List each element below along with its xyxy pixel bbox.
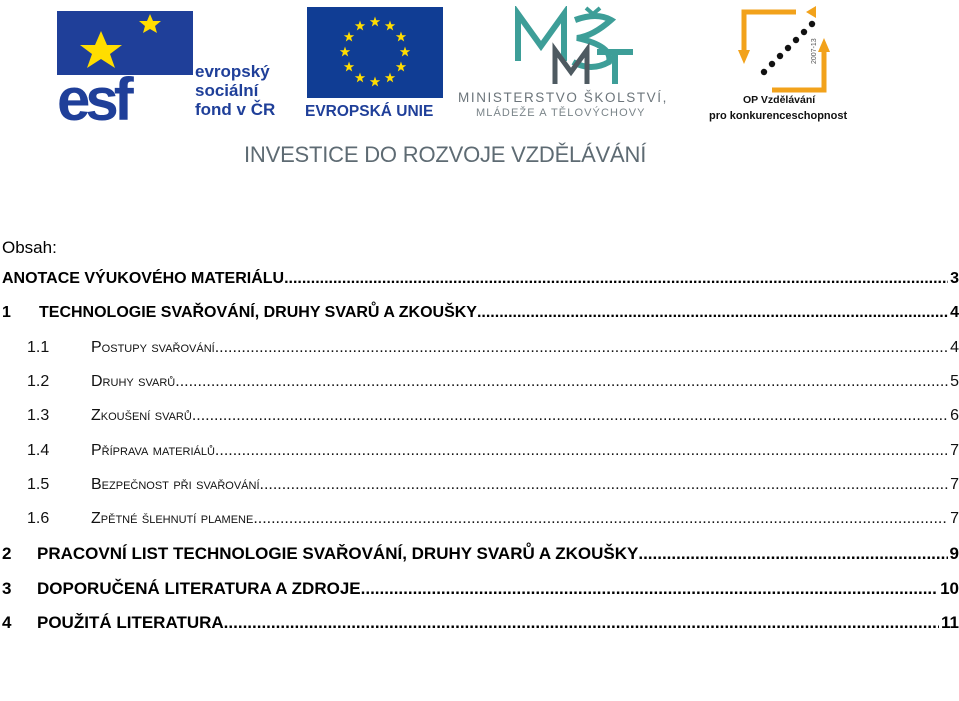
msmt-line-2: MLÁDEŽE A TĚLOVÝCHOVY: [476, 107, 646, 119]
toc-leader-dots: [260, 476, 949, 494]
toc-entry[interactable]: [0, 339, 959, 367]
toc-entry-page: 5: [950, 372, 959, 390]
toc-entry[interactable]: [0, 613, 959, 641]
toc-entry[interactable]: [0, 510, 959, 538]
tagline: INVESTICE DO ROZVOJE VZDĚLÁVÁNÍ: [244, 142, 647, 167]
toc-entry-page: 9: [949, 544, 959, 564]
eu-star-icon: [385, 21, 395, 31]
toc-entry-page: 6: [950, 407, 959, 425]
esf-line-1: evropský: [195, 62, 270, 81]
toc-entry-page: 7: [950, 475, 959, 493]
toc-leader-dots: [638, 544, 947, 564]
toc-entry[interactable]: [0, 304, 959, 332]
toc-entry-page: 7: [950, 441, 959, 459]
toc-leader-dots: [192, 407, 948, 425]
toc-entry-number: 1.4: [27, 441, 50, 459]
esf-line-2: sociální: [195, 81, 259, 100]
op-arrows-icon: [738, 6, 834, 96]
toc-entry[interactable]: [0, 476, 959, 504]
toc-entry-page: 11: [941, 613, 959, 632]
eu-stars-icon: [307, 7, 443, 98]
eu-star-icon: [370, 77, 380, 87]
logo-strip: [0, 0, 959, 175]
toc-entry[interactable]: [0, 442, 959, 470]
toc-leader-dots: [284, 270, 948, 288]
toc-entry-page: 10: [940, 578, 959, 598]
toc-entry-number: 1.6: [27, 510, 50, 528]
toc-entry-title: POUŽITÁ LITERATURA: [37, 613, 224, 632]
toc-leader-dots: [175, 373, 948, 391]
toc-entry[interactable]: [0, 373, 959, 401]
toc-entry-page: 7: [950, 510, 959, 528]
toc-entry-number: 4: [2, 613, 12, 632]
eu-star-icon: [396, 62, 406, 72]
toc-entry-number: 1.5: [27, 475, 50, 493]
toc-entry-number: 1.2: [27, 372, 50, 390]
op-logo-mark: [738, 6, 834, 96]
esf-text: [195, 62, 275, 119]
msmt-line-1: MINISTERSTVO ŠKOLSTVÍ,: [458, 90, 668, 105]
toc-entry-number: 3: [2, 578, 12, 598]
toc-entry-title: DOPORUČENÁ LITERATURA A ZDROJE: [37, 578, 361, 598]
eu-flag-icon: [307, 7, 443, 98]
toc-leader-dots: [253, 510, 948, 528]
msmt-logo-mark: [513, 6, 638, 86]
toc-entry-title: PRACOVNÍ LIST TECHNOLOGIE SVAŘOVÁNÍ, DRUHY SVARŮ A ZKOUŠKY: [37, 544, 639, 564]
esf-line-3: fond v ČR: [195, 100, 276, 119]
eu-star-icon: [370, 17, 380, 27]
toc-leader-dots: [361, 579, 938, 599]
esf-emblem-icon: [55, 7, 195, 125]
toc-entry[interactable]: [0, 544, 959, 572]
toc-entry-title: Zkoušení svarů: [91, 407, 192, 425]
svg-text:2007-13: 2007-13: [811, 38, 818, 64]
toc-entry-number: 2: [2, 544, 12, 564]
toc-entry-number: 1.1: [27, 338, 50, 356]
eu-star-icon: [340, 47, 350, 57]
op-line-1: OP Vzdělávání: [743, 94, 816, 106]
eu-star-icon: [396, 32, 406, 42]
toc-entry-title: TECHNOLOGIE SVAŘOVÁNÍ, DRUHY SVARŮ A ZKOUŠKY: [39, 304, 477, 322]
op-line-2: pro konkurenceschopnost: [709, 110, 848, 122]
toc-leader-dots: [224, 613, 939, 633]
toc-entry-title: ANOTACE VÝUKOVÉHO MATERIÁLU: [2, 270, 285, 287]
esf-logo: [55, 7, 295, 125]
toc-entry-page: 4: [950, 338, 959, 356]
eu-star-icon: [355, 21, 365, 31]
toc-entry-title: Bezpečnost při svařování: [91, 475, 260, 493]
toc-heading: Obsah:: [2, 238, 57, 257]
eu-star-icon: [344, 32, 354, 42]
toc-leader-dots: [215, 339, 948, 357]
toc-entry-title: Druhy svarů: [91, 372, 176, 390]
toc-entry[interactable]: [0, 579, 959, 607]
toc-entry-number: 1.3: [27, 407, 50, 425]
eu-star-icon: [355, 72, 365, 82]
toc-entry-page: 3: [950, 270, 959, 287]
toc-leader-dots: [477, 304, 948, 322]
svg-text:esf: esf: [57, 66, 129, 125]
toc-entry-title: Zpětné šlehnutí plamene: [91, 510, 254, 528]
toc-entry-number: 1: [2, 304, 11, 322]
toc-entry[interactable]: [0, 407, 959, 435]
eu-star-icon: [344, 62, 354, 72]
toc-entry-title: Postupy svařování: [91, 338, 215, 356]
eu-label: EVROPSKÁ UNIE: [305, 103, 434, 120]
msmt-monogram-icon: [513, 6, 638, 86]
toc-entry-page: 4: [950, 304, 959, 322]
eu-star-icon: [400, 47, 410, 57]
eu-star-icon: [385, 72, 395, 82]
toc-leader-dots: [215, 442, 948, 460]
toc-entry[interactable]: [0, 270, 959, 298]
toc-entry-title: Příprava materiálů: [91, 441, 215, 459]
